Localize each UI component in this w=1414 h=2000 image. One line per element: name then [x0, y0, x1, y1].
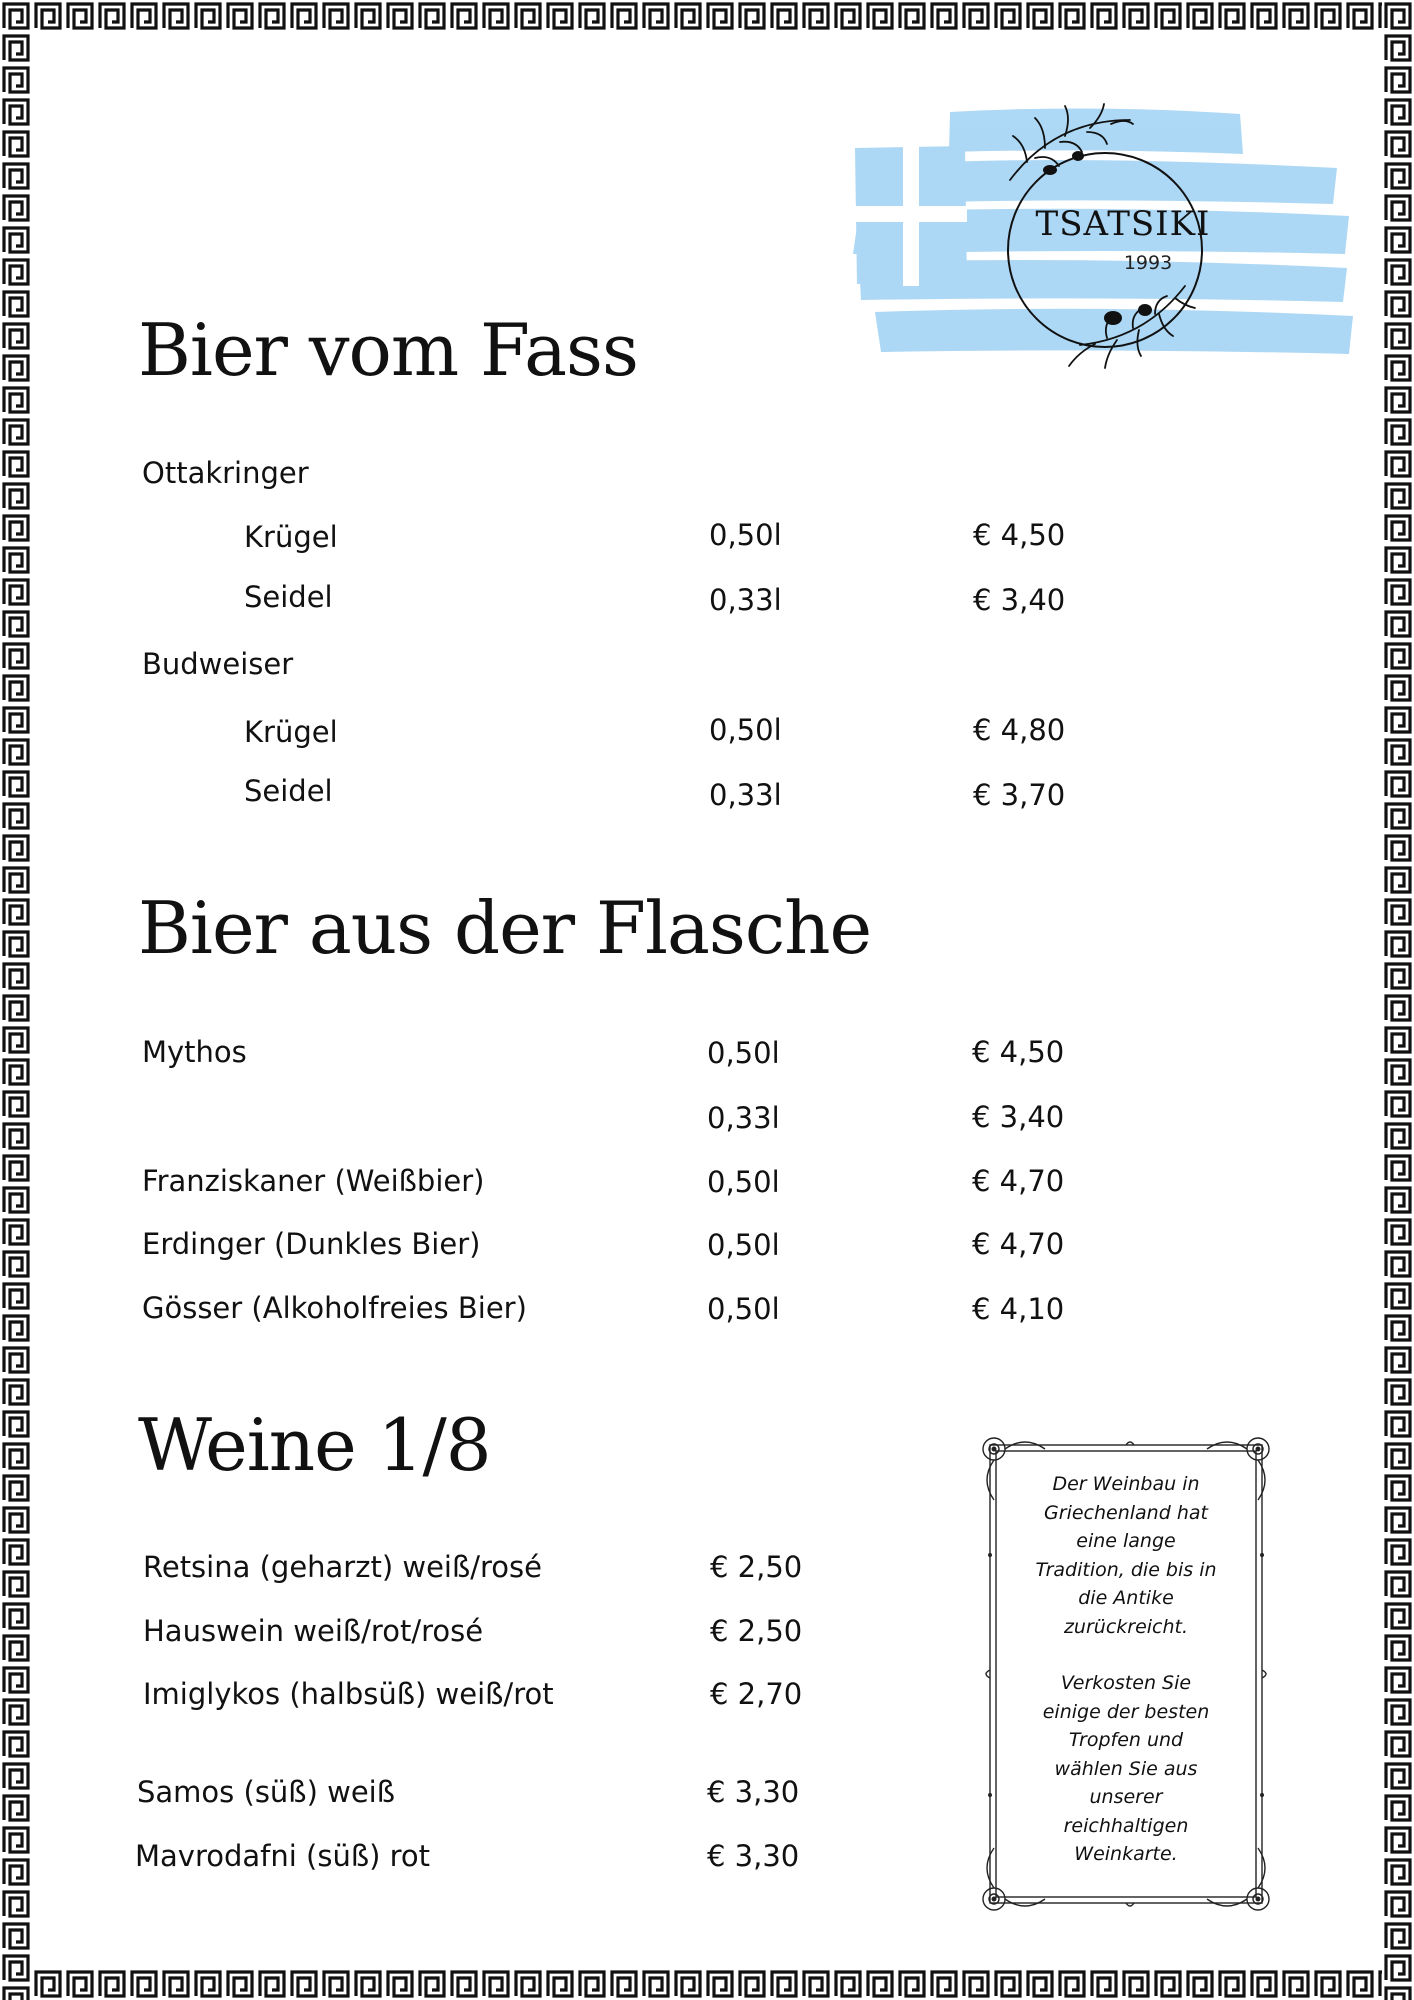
item-volume: 0,50l	[707, 1292, 780, 1326]
item-name: Franziskaner (Weißbier)	[142, 1164, 485, 1198]
item-volume: 0,50l	[707, 1228, 780, 1262]
item-name: Krügel	[244, 715, 338, 749]
wine-price: € 3,30	[707, 1839, 800, 1873]
item-price: € 3,40	[972, 1100, 1065, 1134]
heading-bier-vom-fass: Bier vom Fass	[138, 308, 638, 392]
wine-name: Hauswein weiß/rot/rosé	[143, 1614, 484, 1648]
wine-name: Mavrodafni (süß) rot	[135, 1839, 431, 1873]
meander-border-left	[0, 0, 32, 2000]
item-volume: 0,33l	[709, 778, 782, 812]
item-price: € 3,40	[973, 583, 1066, 617]
item-price: € 4,50	[972, 1035, 1065, 1069]
item-name: Krügel	[244, 520, 338, 554]
meander-border-top	[0, 0, 1414, 32]
wine-price: € 2,70	[710, 1677, 803, 1711]
item-name: Mythos	[142, 1035, 247, 1069]
wine-name: Retsina (geharzt) weiß/rosé	[143, 1550, 542, 1584]
item-price: € 4,10	[972, 1292, 1065, 1326]
meander-border-bottom	[0, 1968, 1414, 2000]
wine-price: € 3,30	[707, 1775, 800, 1809]
item-price: € 4,80	[973, 713, 1066, 747]
item-price: € 4,70	[972, 1227, 1065, 1261]
wine-info-text: Der Weinbau in Griechenland hat eine lange Tradition, die bis in die Antike zurückreicht. Verkosten Sie einige der besten Tropfen und wählen Sie aus unserer reichhaltigen Weinkarte.	[1035, 1473, 1217, 1865]
item-name: Seidel	[244, 580, 333, 614]
item-volume: 0,50l	[707, 1165, 780, 1199]
item-price: € 4,50	[973, 518, 1066, 552]
item-price: € 3,70	[973, 778, 1066, 812]
item-volume: 0,50l	[707, 1036, 780, 1070]
wine-price: € 2,50	[710, 1614, 803, 1648]
item-volume: 0,50l	[709, 713, 782, 747]
item-volume: 0,50l	[709, 518, 782, 552]
heading-weine: Weine 1/8	[138, 1403, 491, 1487]
item-name: Erdinger (Dunkles Bier)	[142, 1227, 481, 1261]
wine-name: Imiglykos (halbsüß) weiß/rot	[143, 1677, 554, 1711]
item-volume: 0,33l	[709, 583, 782, 617]
restaurant-logo	[845, 100, 1365, 400]
logo-year: 1993	[1123, 252, 1173, 274]
item-price: € 4,70	[972, 1164, 1065, 1198]
item-name: Gösser (Alkoholfreies Bier)	[142, 1291, 527, 1325]
brand-ottakringer: Ottakringer	[142, 456, 309, 490]
wine-price: € 2,50	[710, 1550, 803, 1584]
greek-flag-wreath-logo	[845, 100, 1365, 400]
meander-border-right	[1382, 0, 1414, 2000]
wine-info-box	[980, 1435, 1272, 1913]
brand-budweiser: Budweiser	[142, 647, 294, 681]
wine-name: Samos (süß) weiß	[137, 1775, 395, 1809]
heading-bier-aus-der-flasche: Bier aus der Flasche	[138, 886, 872, 970]
logo-name: TSATSIKI	[1035, 204, 1211, 244]
item-name: Seidel	[244, 774, 333, 808]
item-volume: 0,33l	[707, 1101, 780, 1135]
